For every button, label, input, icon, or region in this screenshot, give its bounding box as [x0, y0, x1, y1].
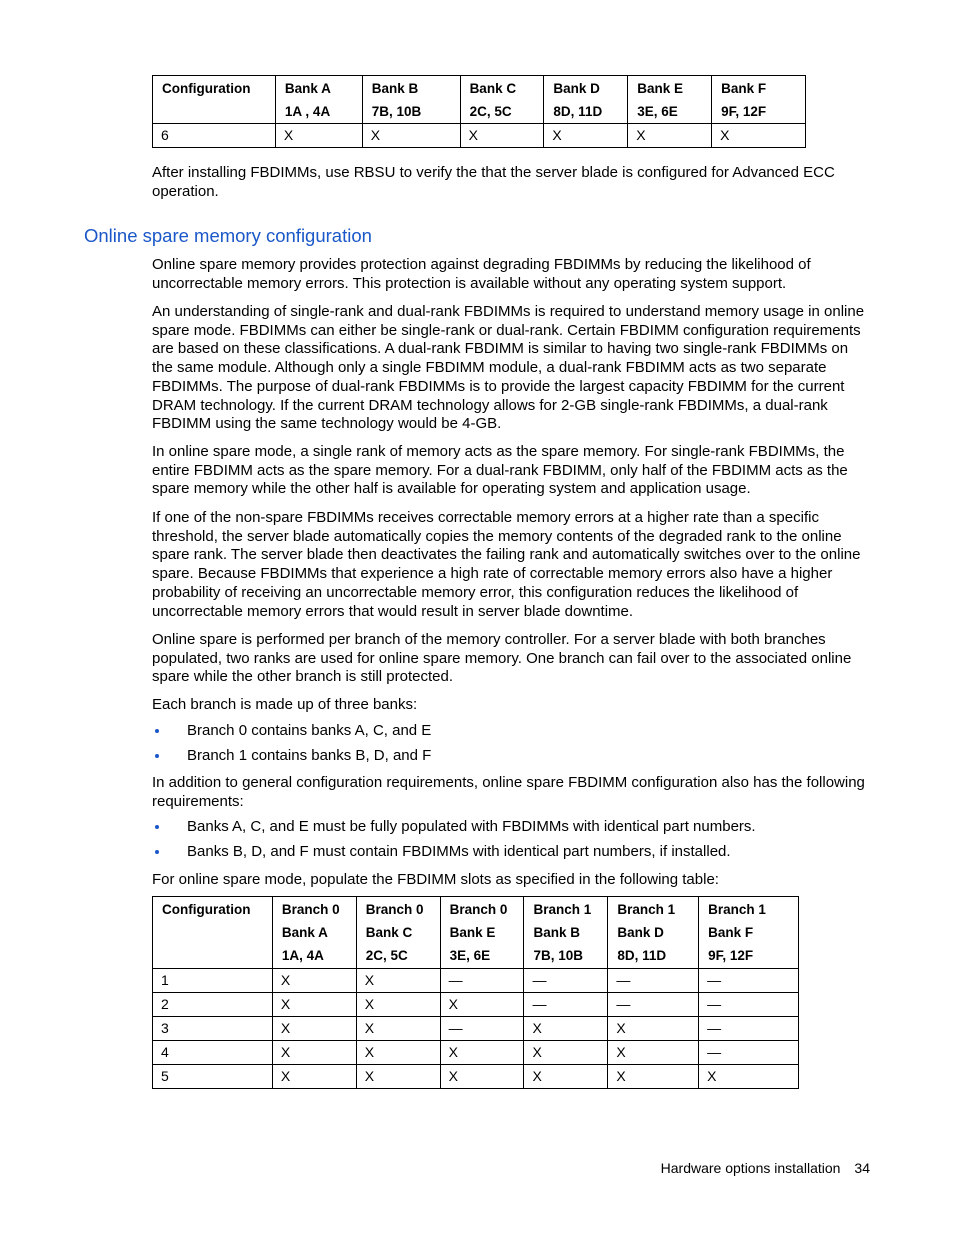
- table-row: [153, 993, 799, 1017]
- table-cell: X: [699, 1065, 799, 1089]
- table-cell: X: [524, 1017, 608, 1041]
- header-branch0-bank-e: Branch 0 Bank E 3E, 6E: [440, 897, 524, 969]
- table-cell: X: [356, 969, 440, 993]
- table-cell: X: [608, 1041, 699, 1065]
- table-cell: 4: [153, 1041, 273, 1065]
- online-spare-table: [152, 896, 799, 1089]
- table-cell: 3: [153, 1017, 273, 1041]
- list-item: Banks A, C, and E must be fully populated with FBDIMMs with identical part numbers.: [152, 814, 870, 839]
- page-number: 34: [854, 1160, 870, 1176]
- table-cell: X: [272, 993, 356, 1017]
- table-cell: —: [524, 993, 608, 1017]
- paragraph-intro: Online spare memory provides protection against degrading FBDIMMs by reducing the likelihood of uncorrectable memory errors. This protection is available without any operating system support.: [152, 256, 811, 292]
- header-bank-c: Bank C 2C, 5C: [460, 76, 544, 124]
- table-cell: —: [524, 969, 608, 993]
- table-cell: X: [608, 1065, 699, 1089]
- table-cell: X: [272, 969, 356, 993]
- header-bank-b: Bank B 7B, 10B: [362, 76, 460, 124]
- table-cell: X: [356, 1065, 440, 1089]
- table-cell: X: [356, 1017, 440, 1041]
- table-cell: X: [440, 1041, 524, 1065]
- bank-population-table: [152, 75, 806, 148]
- table-cell: X: [544, 124, 628, 148]
- table-cell: —: [699, 1041, 799, 1065]
- table-cell: —: [608, 969, 699, 993]
- table-cell: X: [272, 1041, 356, 1065]
- header-branch0-bank-a: Branch 0 Bank A 1A, 4A: [272, 897, 356, 969]
- footer-section-title: Hardware options installation: [660, 1160, 841, 1176]
- paragraph-after-table: After installing FBDIMMs, use RBSU to verify the that the server blade is configured for Advanced ECC operation.: [152, 164, 835, 200]
- table-cell: 1: [153, 969, 273, 993]
- header-bank-f: Bank F 9F, 12F: [712, 76, 806, 124]
- header-configuration: Configuration: [153, 76, 276, 124]
- paragraph-per-branch: Online spare is performed per branch of the memory controller. For a server blade with both branches populated, two ranks are used for online spare memory. One branch can fail over to the associated online spare while the other branch is still protected.: [152, 631, 852, 686]
- header-branch1-bank-b: Branch 1 Bank B 7B, 10B: [524, 897, 608, 969]
- header-branch0-bank-c: Branch 0 Bank C 2C, 5C: [356, 897, 440, 969]
- requirements-bullet-list: [152, 814, 870, 864]
- table-cell: X: [356, 993, 440, 1017]
- list-item: Banks B, D, and F must contain FBDIMMs with identical part numbers, if installed.: [152, 839, 870, 864]
- table-cell: —: [699, 1017, 799, 1041]
- table-row: [153, 1041, 799, 1065]
- header-bank-d: Bank D 8D, 11D: [544, 76, 628, 124]
- header-bank-e: Bank E 3E, 6E: [628, 76, 712, 124]
- table-cell: 5: [153, 1065, 273, 1089]
- paragraph-threshold: If one of the non-spare FBDIMMs receives correctable memory errors at a higher rate than a specific threshold, the server blade automatically copies the memory contents of the degraded rank to the online spare rank. The server blade then deactivates the failing rank and automatically switches over to the online spare. Because FBDIMMs that experience a high rate of correctable memory errors also have a higher probability of receiving an uncorrectable memory error, this configuration reduces the likelihood of uncorrectable memory errors that would result in server blade downtime.: [152, 509, 861, 620]
- header-branch1-bank-d: Branch 1 Bank D 8D, 11D: [608, 897, 699, 969]
- header-branch1-bank-f: Branch 1 Bank F 9F, 12F: [699, 897, 799, 969]
- table-cell: X: [440, 993, 524, 1017]
- table-row: [153, 124, 806, 148]
- table-cell: —: [699, 993, 799, 1017]
- paragraph-branch-banks: Each branch is made up of three banks:: [152, 696, 418, 713]
- table-cell: —: [699, 969, 799, 993]
- table-cell: X: [275, 124, 362, 148]
- table-row: [153, 969, 799, 993]
- table-header-row: [153, 76, 806, 124]
- list-item: Branch 0 contains banks A, C, and E: [152, 718, 870, 743]
- paragraph-spare-mode: In online spare mode, a single rank of memory acts as the spare memory. For single-rank FBDIMMs, the entire FBDIMM acts as the spare memory. For a dual-rank FBDIMM, only half of the FBDIMM acts as the spare memory while the other half is available for operating system and application usage.: [152, 443, 848, 498]
- bullet-icon: [155, 850, 159, 854]
- table-cell: X: [712, 124, 806, 148]
- table-cell: 6: [153, 124, 276, 148]
- table-cell: X: [440, 1065, 524, 1089]
- section-heading: Online spare memory configuration: [84, 225, 372, 246]
- table-header-row: [153, 897, 799, 969]
- table-cell: X: [272, 1017, 356, 1041]
- header-configuration: Configuration: [153, 897, 273, 969]
- table-cell: 2: [153, 993, 273, 1017]
- branch-bullet-list: [152, 718, 870, 768]
- table-cell: X: [460, 124, 544, 148]
- table-cell: —: [440, 969, 524, 993]
- paragraph-rank-explanation: An understanding of single-rank and dual-rank FBDIMMs is required to understand memory usage in online spare mode. FBDIMMs can either be single-rank or dual-rank. Certain FBDIMM configuration requirements are based on these classifications. A dual-rank FBDIMM is similar to having two single-rank FBDIMMs on the same module. Although only a single FBDIMM module, a dual-rank FBDIMM acts as two separate FBDIMMs. The purpose of dual-rank FBDIMMs is to provide the largest capacity FBDIMM for the current DRAM technology. If the current DRAM technology allows for 2-GB single-rank FBDIMMs, a dual-rank FBDIMM using the same technology would be 4-GB.: [152, 303, 865, 433]
- table-cell: —: [440, 1017, 524, 1041]
- table-cell: X: [356, 1041, 440, 1065]
- paragraph-requirements: In addition to general configuration requirements, online spare FBDIMM configuration also has the following requirements:: [152, 774, 865, 810]
- table-cell: X: [362, 124, 460, 148]
- table-cell: X: [608, 1017, 699, 1041]
- table-row: [153, 1065, 799, 1089]
- table-cell: X: [628, 124, 712, 148]
- bullet-icon: [155, 825, 159, 829]
- table-cell: X: [524, 1065, 608, 1089]
- page-footer: [661, 1158, 870, 1178]
- bullet-icon: [155, 754, 159, 758]
- list-item: Branch 1 contains banks B, D, and F: [152, 743, 870, 768]
- table-cell: X: [272, 1065, 356, 1089]
- paragraph-table-intro: For online spare mode, populate the FBDIMM slots as specified in the following table:: [152, 871, 719, 888]
- table-row: [153, 1017, 799, 1041]
- header-bank-a: Bank A 1A , 4A: [275, 76, 362, 124]
- table-cell: —: [608, 993, 699, 1017]
- bullet-icon: [155, 729, 159, 733]
- table-cell: X: [524, 1041, 608, 1065]
